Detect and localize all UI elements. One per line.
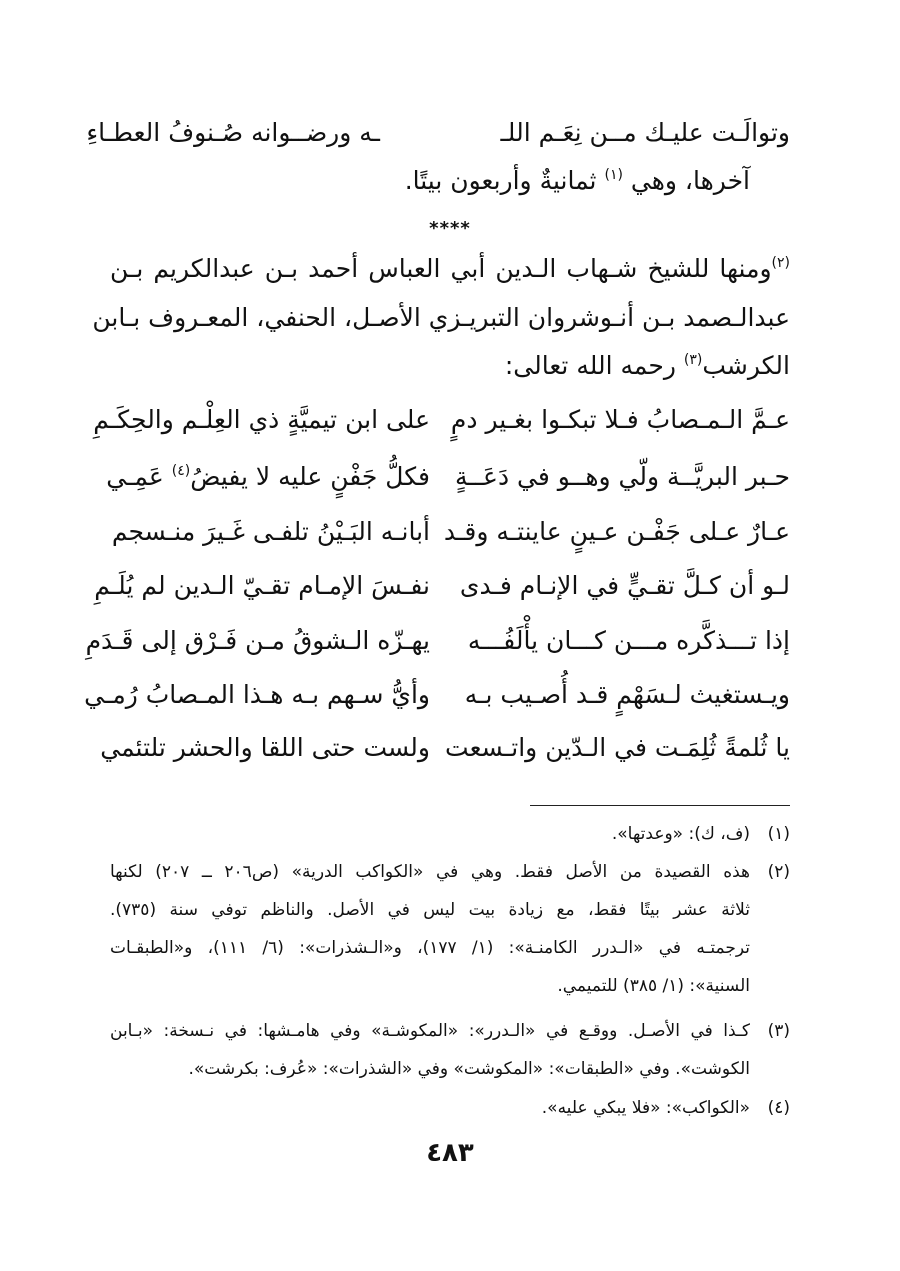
footnote-1-number: (١) xyxy=(767,824,790,844)
heading-line-2: عبدالـصمد بـن أنـوشروان التبريـزي الأصـل، الحنفي، المعـروف بـابن xyxy=(92,303,790,332)
verse-2-left-tail: عَمِـي xyxy=(106,462,164,491)
verse-4-right: لـو أن كـلَّ تقـيٍّ في الإنـام فـدى xyxy=(459,571,790,600)
intro-tail: ثمانيةٌ وأربعون بيتًا. xyxy=(404,166,597,195)
verse-4-left: نفـسَ الإمـام تقـيّ الـدين لم يُلَـمِ xyxy=(94,571,430,600)
verse-5-left: يهـزّه الـشوقُ مـن فَـرْق إلى قَـدَمِ xyxy=(85,626,430,655)
heading-line-3-name: الكرشب xyxy=(702,351,790,380)
verse-2-right: حـبر البريَّــة ولّي وهــو في دَعَــةٍ xyxy=(455,462,790,491)
footnote-3-line-2: الكوشت». وفي «الطبقات»: «المكوشت» وفي «الشذرات»: «عُرف: بكرشت». xyxy=(188,1059,750,1079)
verse-6-left: وأيُّ سـهم بـه هـذا المـصابُ رُمـي xyxy=(84,680,430,709)
verse-1-left: على ابن تيميَّةٍ ذي العِلْـم والحِكَـمِ xyxy=(93,405,430,434)
footnote-ref-3: (٣) xyxy=(683,352,703,368)
footnote-3-line-1: كـذا في الأصـل. ووقـع في «الـدرر»: «المكوشـة» وفي هامـشها: في نـسخة: «بـابن xyxy=(110,1021,750,1041)
page-number: ٤٨٣ xyxy=(426,1138,474,1168)
footnote-2-line-1: هذه القصيدة من الأصل فقط. وهي في «الكواكب الدرية» (ص٢٠٦ ــ ٢٠٧) لكنها xyxy=(110,862,751,882)
section-separator: **** xyxy=(429,218,471,239)
heading-line-3 xyxy=(505,351,790,385)
heading-line-1 xyxy=(110,254,790,288)
verse-3-right: عـارٌ عـلى جَفْـن عـينٍ عاينتـه وقـد xyxy=(443,517,790,546)
verse-2-left-text: فكلُّ جَفْنٍ عليه لا يفيضُ xyxy=(190,462,430,491)
footnote-4-line-1: «الكواكب»: «فلا يبكي عليه». xyxy=(541,1098,750,1118)
footnote-2-line-2: ثلاثة عشر بيتًا فقط، مع زيادة بيت ليس في الأصل. والناظم توفي سنة (٧٣٥). xyxy=(110,900,750,920)
verse-6-right: ويـستغيث لـسَهْمٍ قـد أُصـيب بـه xyxy=(464,680,790,709)
intro-line xyxy=(405,166,750,200)
footnote-ref-1: (١) xyxy=(604,167,623,183)
footnote-ref-2: (٢) xyxy=(771,255,790,271)
intro-text: آخرها، وهي xyxy=(630,166,750,195)
verse-7-right: يا ثُلمةً ثُلِمَـت في الـدّين واتـسعت xyxy=(445,733,790,762)
footnote-4-number: (٤) xyxy=(767,1098,790,1118)
footnote-divider xyxy=(530,805,790,806)
verse-1-right: عـمَّ الـمـصابُ فـلا تبكـوا بغـير دمٍ xyxy=(450,405,790,434)
verse-7-left: ولست حتى اللقا والحشر تلتئمي xyxy=(100,733,430,762)
footnote-2-line-3: ترجمتـه في «الـدرر الكامنـة»: (١/ ١٧٧)، و«الـشذرات»: (٦/ ١١١)، و«الطبقـات xyxy=(110,938,750,958)
verse-5-right: إذا تـــذكَّره مـــن كـــان يأْلَفُـــه xyxy=(467,626,790,655)
heading-line-3-text: رحمه الله تعالى: xyxy=(504,351,676,380)
footnote-1-line-1: (ف، ك): «وعدتها». xyxy=(611,824,750,844)
footnote-3-number: (٣) xyxy=(767,1021,790,1041)
footnote-2-number: (٢) xyxy=(767,862,790,882)
heading-line-1-text: ومنها للشيخ شـهاب الـدين أبي العباس أحمد بـن عبدالكريم بـن xyxy=(110,254,772,283)
verse-3-left: أبانـه البَـيْنُ تلفـى غَـيرَ منـسجم xyxy=(111,517,430,546)
footnote-2-line-4: السنية»: (١/ ٣٨٥) للتميمي. xyxy=(557,976,750,996)
footnote-ref-4: (٤) xyxy=(171,463,191,479)
opening-verse-right: وتوالَـت عليـك مــن نِعَـم اللـ xyxy=(500,118,790,147)
verse-2-left xyxy=(108,462,430,496)
opening-verse-left: ـه ورضــوانه صُـنوفُ العطـاءِ xyxy=(86,118,380,147)
